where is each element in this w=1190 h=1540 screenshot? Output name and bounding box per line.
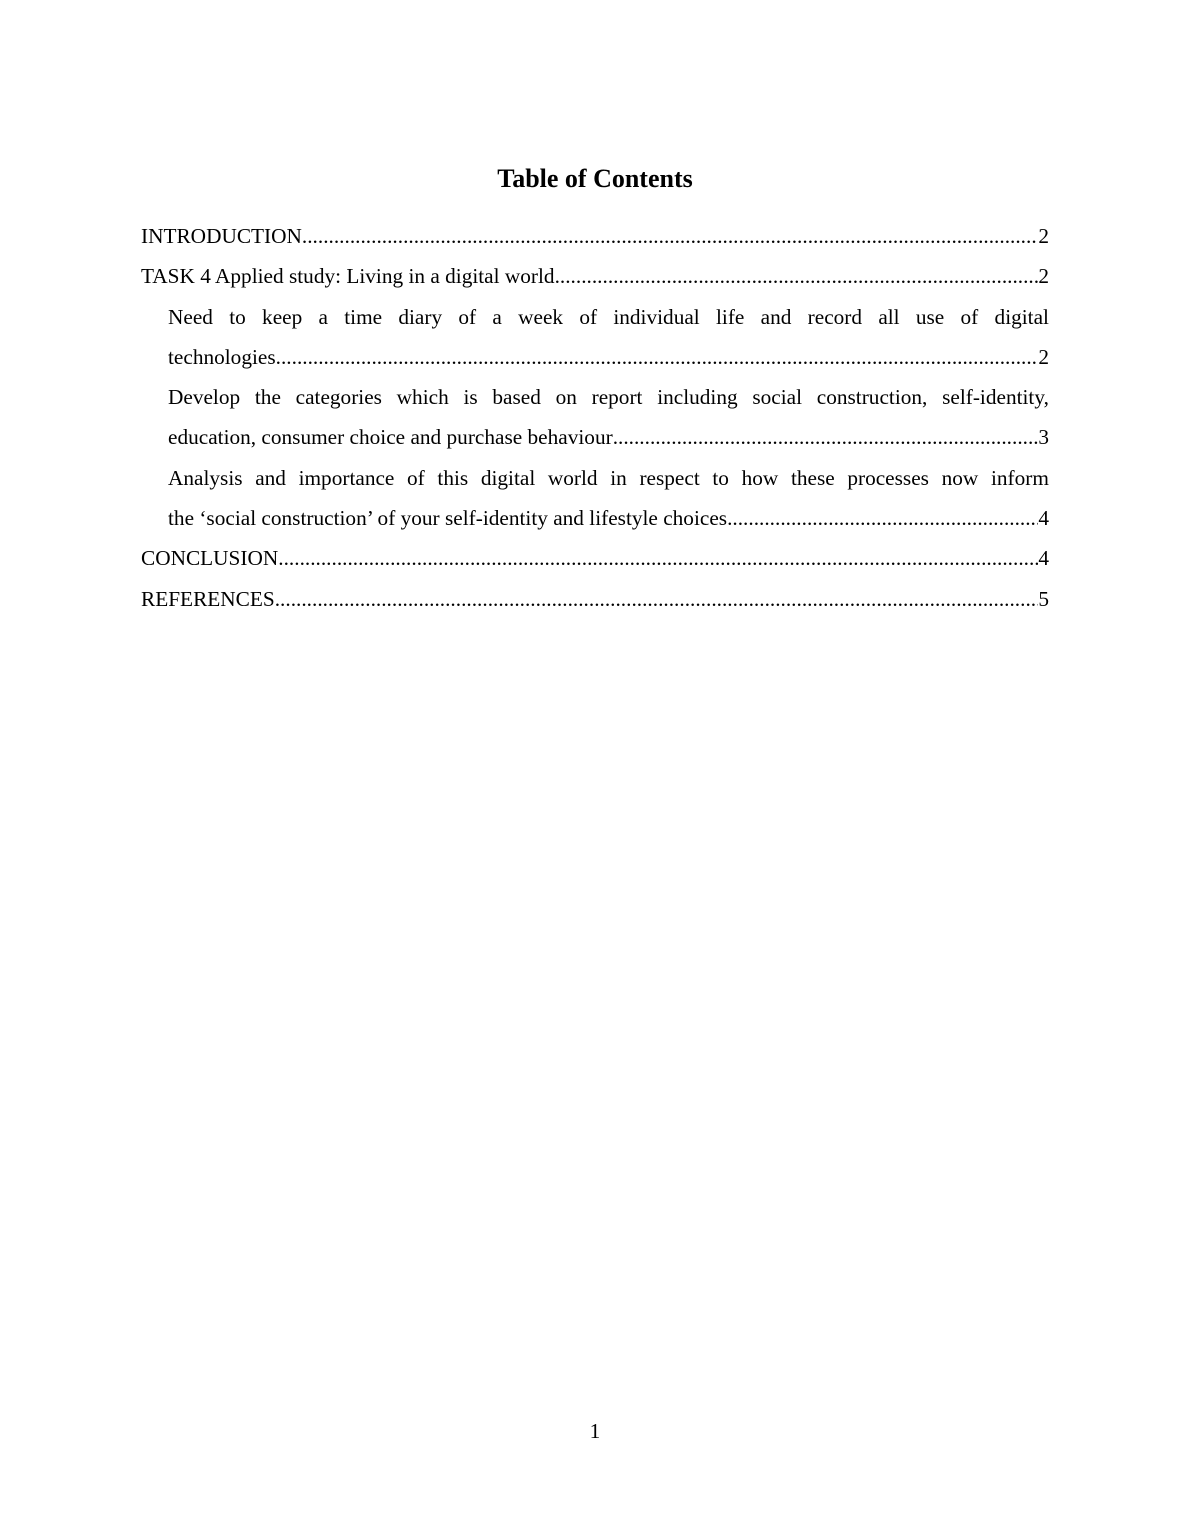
toc-entry-label-line <box>168 297 1049 337</box>
toc-entry-label: REFERENCES <box>141 586 275 611</box>
toc-entry-label: education, consumer choice and purchase behaviour <box>168 425 613 450</box>
toc-word: categories <box>295 385 382 410</box>
toc-word: including <box>657 385 738 410</box>
toc-entry-time-diary[interactable] <box>141 297 1049 378</box>
toc-word: Need <box>168 304 213 329</box>
toc-word: construction, <box>816 385 928 410</box>
toc-entry-page: 2 <box>1038 224 1049 248</box>
toc-entry-analysis[interactable] <box>141 458 1049 539</box>
toc-word: importance <box>298 465 395 490</box>
toc-word: digital <box>994 304 1049 329</box>
toc-word: is <box>463 385 478 410</box>
toc-entry-page: 3 <box>1038 425 1049 450</box>
toc-entry-page: 5 <box>1038 586 1049 611</box>
toc-entry-label-line <box>168 377 1049 417</box>
toc-word: a <box>318 304 328 329</box>
toc-word: of <box>407 465 425 490</box>
toc-word: and <box>255 465 286 490</box>
toc-word: of <box>960 304 979 329</box>
toc-entry-label-line <box>168 458 1049 498</box>
toc-word: of <box>579 304 598 329</box>
toc-word: how <box>741 465 779 490</box>
toc-word: the <box>254 385 281 410</box>
dot-leader <box>278 538 1038 578</box>
dot-leader <box>275 579 1039 619</box>
toc-word: based <box>492 385 541 410</box>
toc-entry-label: INTRODUCTION <box>141 224 302 248</box>
toc-word: this <box>437 465 469 490</box>
toc-word: world <box>547 465 598 490</box>
toc-word: report <box>591 385 643 410</box>
toc-word: week <box>518 304 564 329</box>
toc-word: digital <box>480 465 536 490</box>
toc-word: Analysis <box>168 465 243 490</box>
toc-word: to <box>229 304 246 329</box>
toc-word: diary <box>398 304 443 329</box>
toc-entry-references[interactable] <box>141 579 1049 619</box>
toc-word: keep <box>262 304 303 329</box>
toc-word: self-identity, <box>942 385 1049 410</box>
toc-word: Develop <box>168 385 241 410</box>
page-number: 1 <box>589 1419 601 1443</box>
toc-word: now <box>941 465 979 490</box>
dot-leader <box>613 417 1039 457</box>
toc-entry-page: 4 <box>1038 506 1049 531</box>
toc-word: to <box>712 465 729 490</box>
toc-word: which <box>396 385 449 410</box>
toc-word: all <box>878 304 900 329</box>
toc-word: and <box>760 304 792 329</box>
toc-word: these <box>790 465 835 490</box>
toc-title: Table of Contents <box>497 164 693 193</box>
dot-leader <box>276 337 1039 377</box>
toc-word: time <box>344 304 383 329</box>
toc-word: social <box>752 385 803 410</box>
toc-word: inform <box>990 465 1049 490</box>
toc-entry-task-4[interactable] <box>141 256 1049 296</box>
toc-entry-page: 2 <box>1038 264 1049 289</box>
toc-list <box>141 216 1049 619</box>
toc-entry-page: 2 <box>1038 344 1049 369</box>
toc-entry-label: the ‘social construction’ of your self-identity and lifestyle choices <box>168 506 728 531</box>
toc-entry-conclusion[interactable] <box>141 538 1049 578</box>
toc-word: in <box>610 465 627 490</box>
dot-leader <box>727 498 1038 538</box>
toc-entry-label: CONCLUSION <box>141 546 279 571</box>
toc-entry-page: 4 <box>1038 546 1049 571</box>
toc-word: individual <box>613 304 700 329</box>
toc-word: processes <box>847 465 929 490</box>
toc-word: record <box>807 304 863 329</box>
toc-word: a <box>492 304 502 329</box>
toc-word: life <box>715 304 745 329</box>
dot-leader <box>302 216 1038 256</box>
toc-word: respect <box>639 465 700 490</box>
toc-word: of <box>458 304 477 329</box>
toc-word: on <box>555 385 577 410</box>
toc-entry-introduction[interactable] <box>141 216 1049 256</box>
toc-word: use <box>915 304 945 329</box>
toc-entry-label: technologies <box>168 344 276 369</box>
toc-entry-develop-categories[interactable] <box>141 377 1049 458</box>
dot-leader <box>555 256 1039 296</box>
toc-entry-label: TASK 4 Applied study: Living in a digital world <box>141 264 555 289</box>
